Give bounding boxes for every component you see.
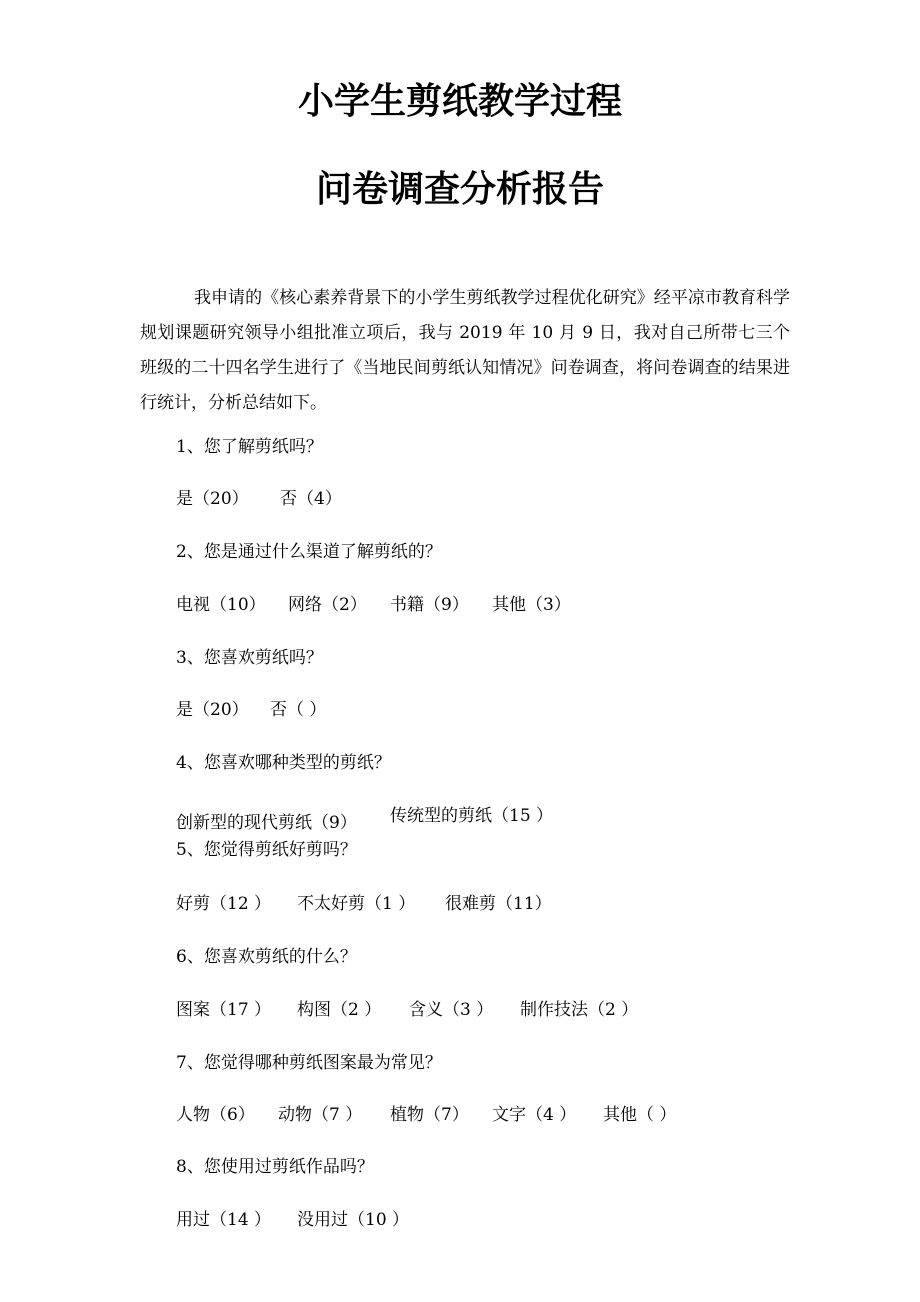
answer-option: 人物（6） (176, 1105, 255, 1125)
answer-option: 用过（14 ） (176, 1210, 272, 1230)
answer-option: 传统型的剪纸（15 ） (390, 806, 554, 826)
question-6: 6、您喜欢剪纸的什么？ (176, 947, 357, 967)
answer-option: 很难剪（11） (445, 894, 552, 914)
title-line-1: 小学生剪纸教学过程 (297, 81, 622, 122)
question-1: 1、您了解剪纸吗？ (176, 437, 323, 457)
question-8: 8、您使用过剪纸作品吗？ (176, 1157, 374, 1177)
intro-paragraph: 我申请的《核心素养背景下的小学生剪纸教学过程优化研究》经平凉市教育科学规划课题研究领导小组批准立项后，我与 2019 年 10 月 9 日，我对自己所带七三个班级的二十四名学生进行了《当地民间剪纸认知情况》问卷调查，将问卷调查的结果进行统计，分析总结如下。 (140, 288, 790, 413)
answer-option: 不太好剪（1 ） (297, 894, 416, 914)
answer-option: 构图（2 ） (297, 1000, 382, 1020)
answer-option: 是（20） (176, 489, 249, 509)
question-5: 5、您觉得剪纸好剪吗？ (176, 840, 357, 860)
answer-option: 图案（17 ） (176, 1000, 272, 1020)
question-4: 4、您喜欢哪种类型的剪纸？ (176, 753, 391, 773)
question-7: 7、您觉得哪种剪纸图案最为常见？ (176, 1053, 442, 1073)
answer-option: 电视（10） (176, 595, 266, 615)
answer-option: 没用过（10 ） (297, 1210, 410, 1230)
answer-option: 否（4） (280, 489, 342, 509)
answer-option: 书籍（9） (390, 595, 469, 615)
answer-option: 网络（2） (288, 595, 367, 615)
title-line-2: 问卷调查分析报告 (315, 169, 604, 210)
answer-option: 植物（7） (390, 1105, 469, 1125)
answer-option: 制作技法（2 ） (520, 1000, 639, 1020)
answer-option: 创新型的现代剪纸（9） (176, 813, 357, 833)
answer-option: 动物（7 ） (278, 1105, 363, 1125)
answer-option: 文字（4 ） (492, 1105, 577, 1125)
answer-option: 是（20） (176, 700, 249, 720)
answer-option: 其他（3） (492, 595, 571, 615)
answer-option: 含义（3 ） (409, 1000, 494, 1020)
question-3: 3、您喜欢剪纸吗？ (176, 648, 323, 668)
question-2: 2、您是通过什么渠道了解剪纸的？ (176, 542, 442, 562)
answer-option: 否（ ） (270, 700, 327, 720)
answer-option: 其他（ ） (603, 1105, 677, 1125)
answer-option: 好剪（12 ） (176, 894, 272, 914)
